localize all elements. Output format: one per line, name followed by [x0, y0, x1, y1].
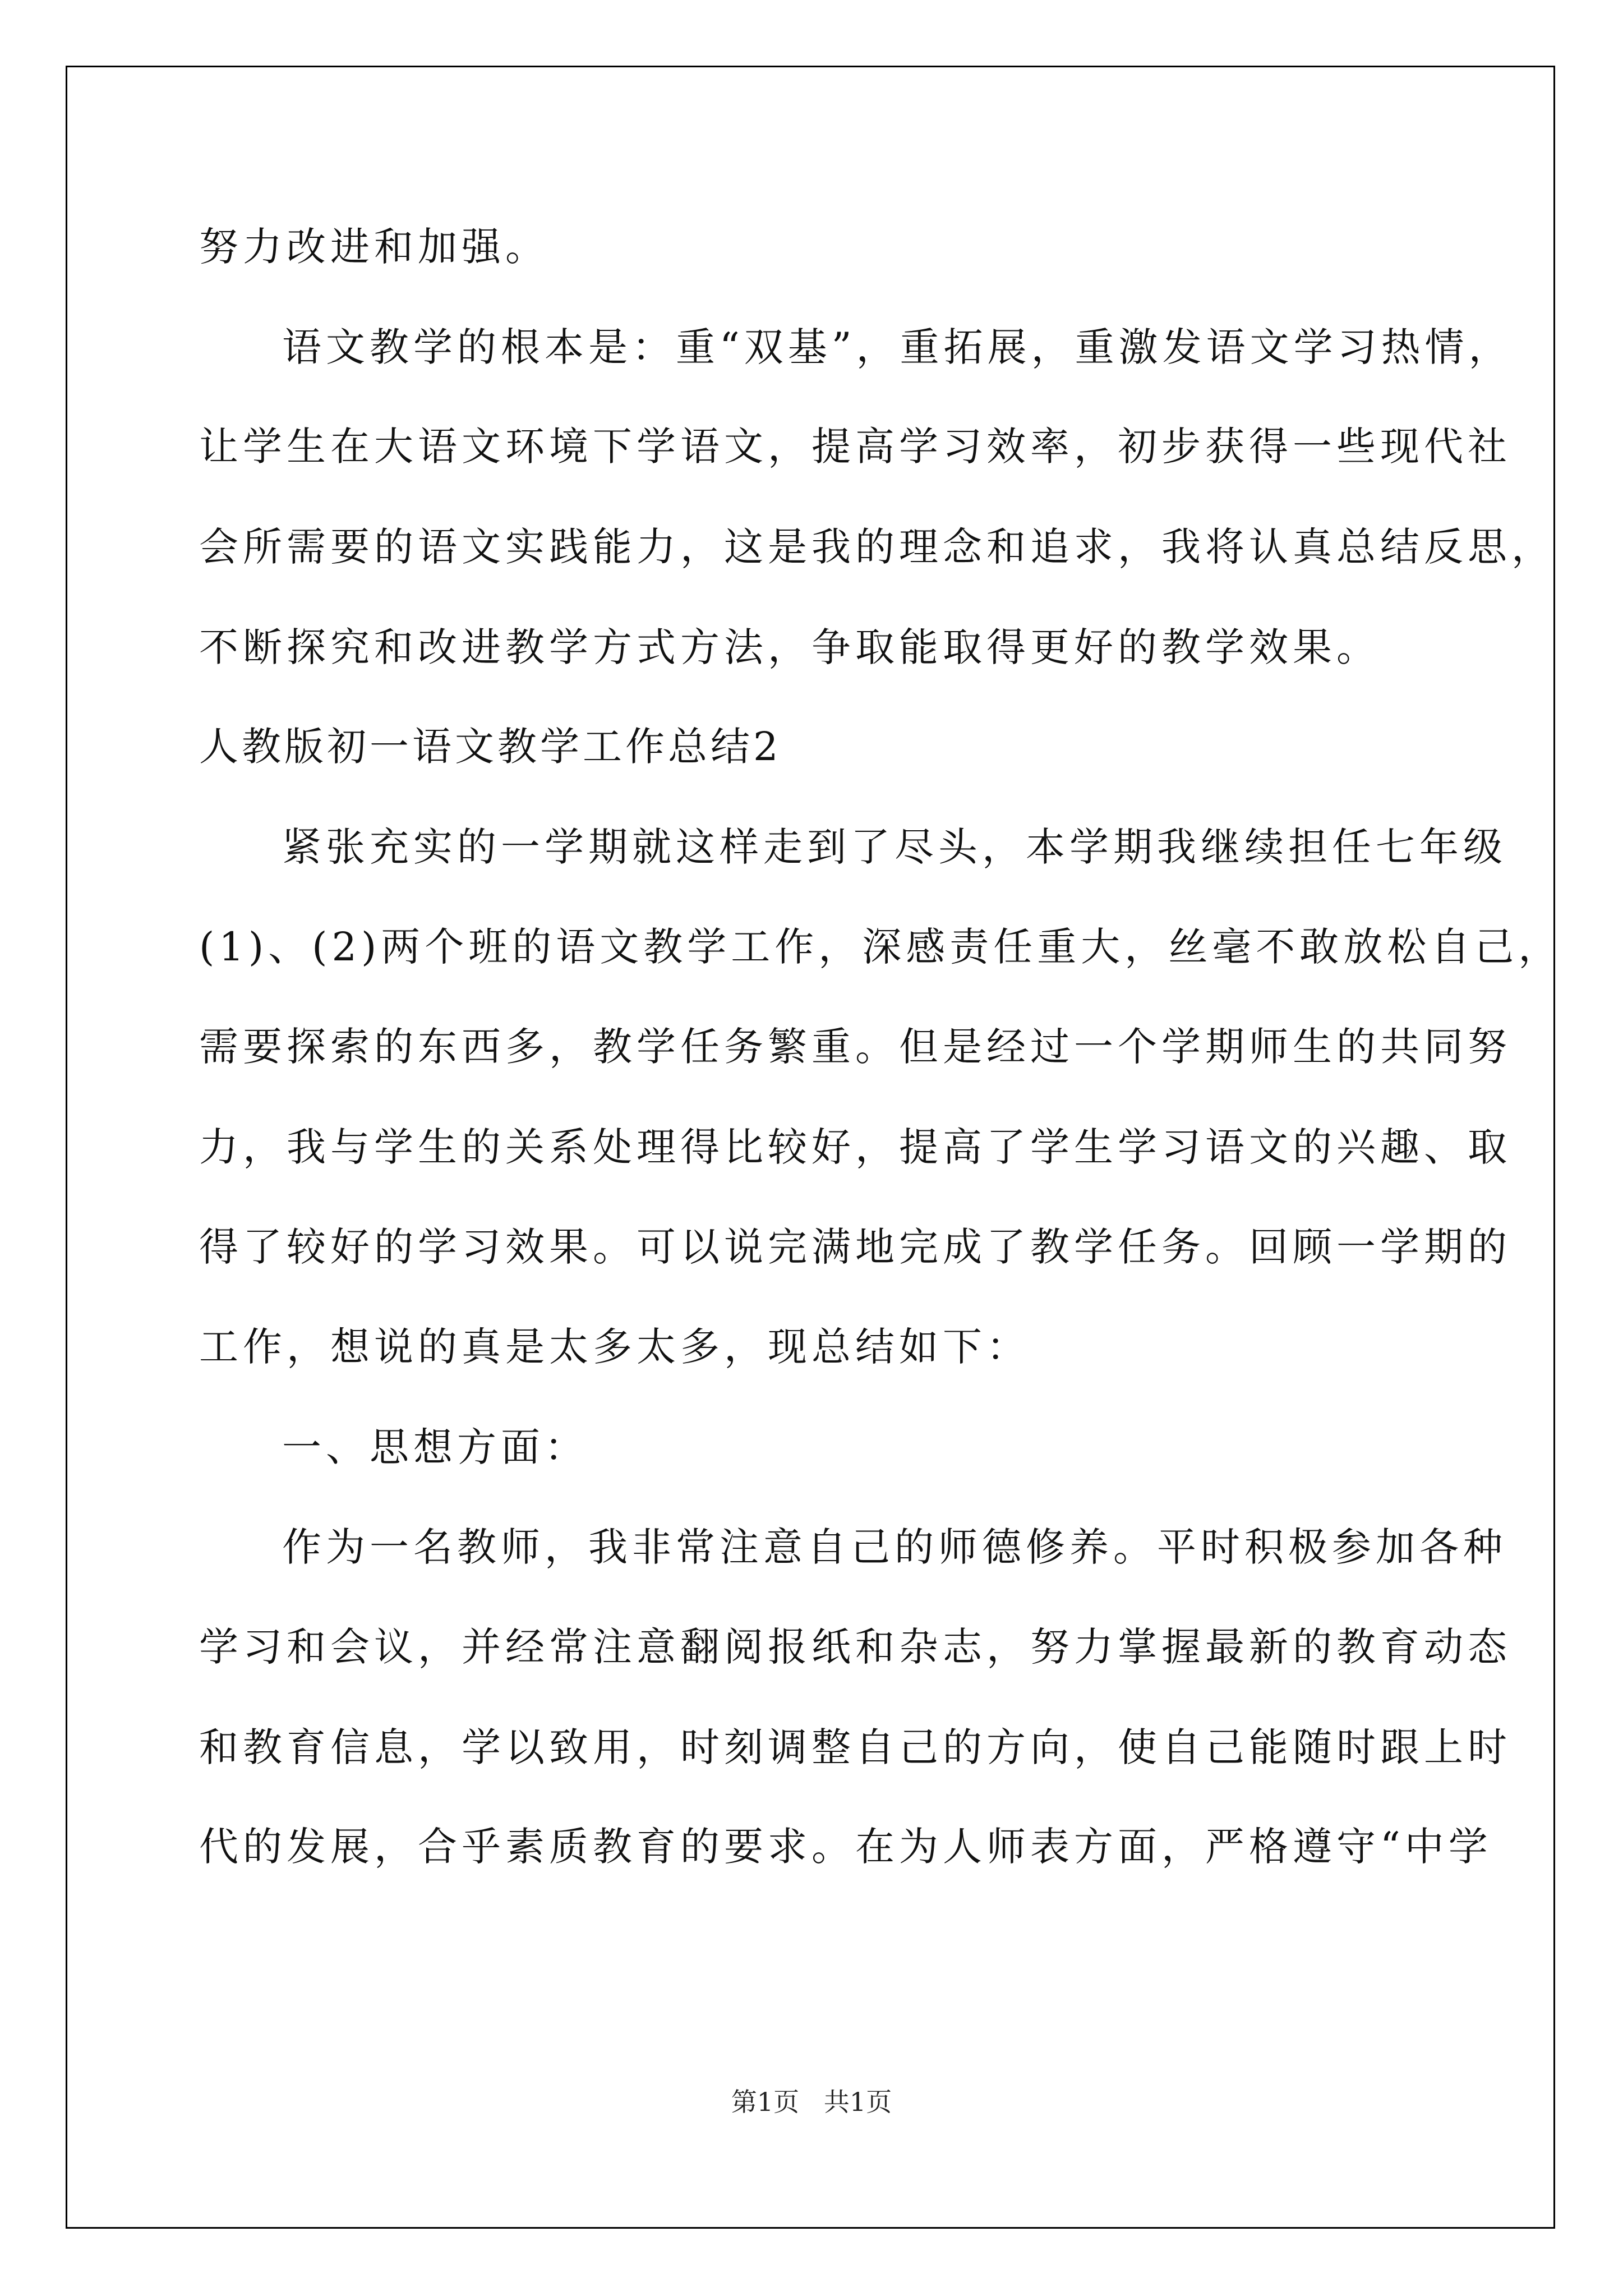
paragraph-line: 需要探索的东西多，教学任务繁重。但是经过一个学期师生的共同努 [199, 1024, 1511, 1070]
paragraph-line: 让学生在大语文环境下学语文，提高学习效率，初步获得一些现代社 [199, 424, 1511, 470]
paragraph-line: 努力改进和加强。 [199, 224, 549, 270]
section-heading: 人教版初一语文教学工作总结2 [199, 724, 782, 770]
paragraph-line: 会所需要的语文实践能力，这是我的理念和追求，我将认真总结反思， [199, 524, 1555, 570]
subheading-line: 一、思想方面： [282, 1424, 588, 1470]
paragraph-line: (1)、(2)两个班的语文教学工作，深感责任重大，丝毫不敢放松自己， [199, 924, 1562, 970]
paragraph-line: 紧张充实的一学期就这样走到了尽头，本学期我继续担任七年级 [282, 824, 1507, 870]
paragraph-line: 作为一名教师，我非常注意自己的师德修养。平时积极参加各种 [282, 1524, 1507, 1570]
paragraph-line: 和教育信息，学以致用，时刻调整自己的方向，使自己能随时跟上时 [199, 1724, 1511, 1770]
paragraph-line: 代的发展，合乎素质教育的要求。在为人师表方面，严格遵守“中学 [199, 1824, 1492, 1870]
paragraph-line: 语文教学的根本是：重“双基”，重拓展，重激发语文学习热情， [282, 324, 1513, 370]
paragraph-line: 力，我与学生的关系处理得比较好，提高了学生学习语文的兴趣、取 [199, 1124, 1511, 1170]
page-footer: 第1页 共1页 [731, 2087, 892, 2117]
paragraph-line: 工作，想说的真是太多太多，现总结如下： [199, 1324, 1030, 1370]
paragraph-line: 学习和会议，并经常注意翻阅报纸和杂志，努力掌握最新的教育动态 [199, 1624, 1511, 1670]
paragraph-line: 得了较好的学习效果。可以说完满地完成了教学任务。回顾一学期的 [199, 1224, 1511, 1270]
paragraph-line: 不断探究和改进教学方式方法，争取能取得更好的教学效果。 [199, 624, 1380, 670]
